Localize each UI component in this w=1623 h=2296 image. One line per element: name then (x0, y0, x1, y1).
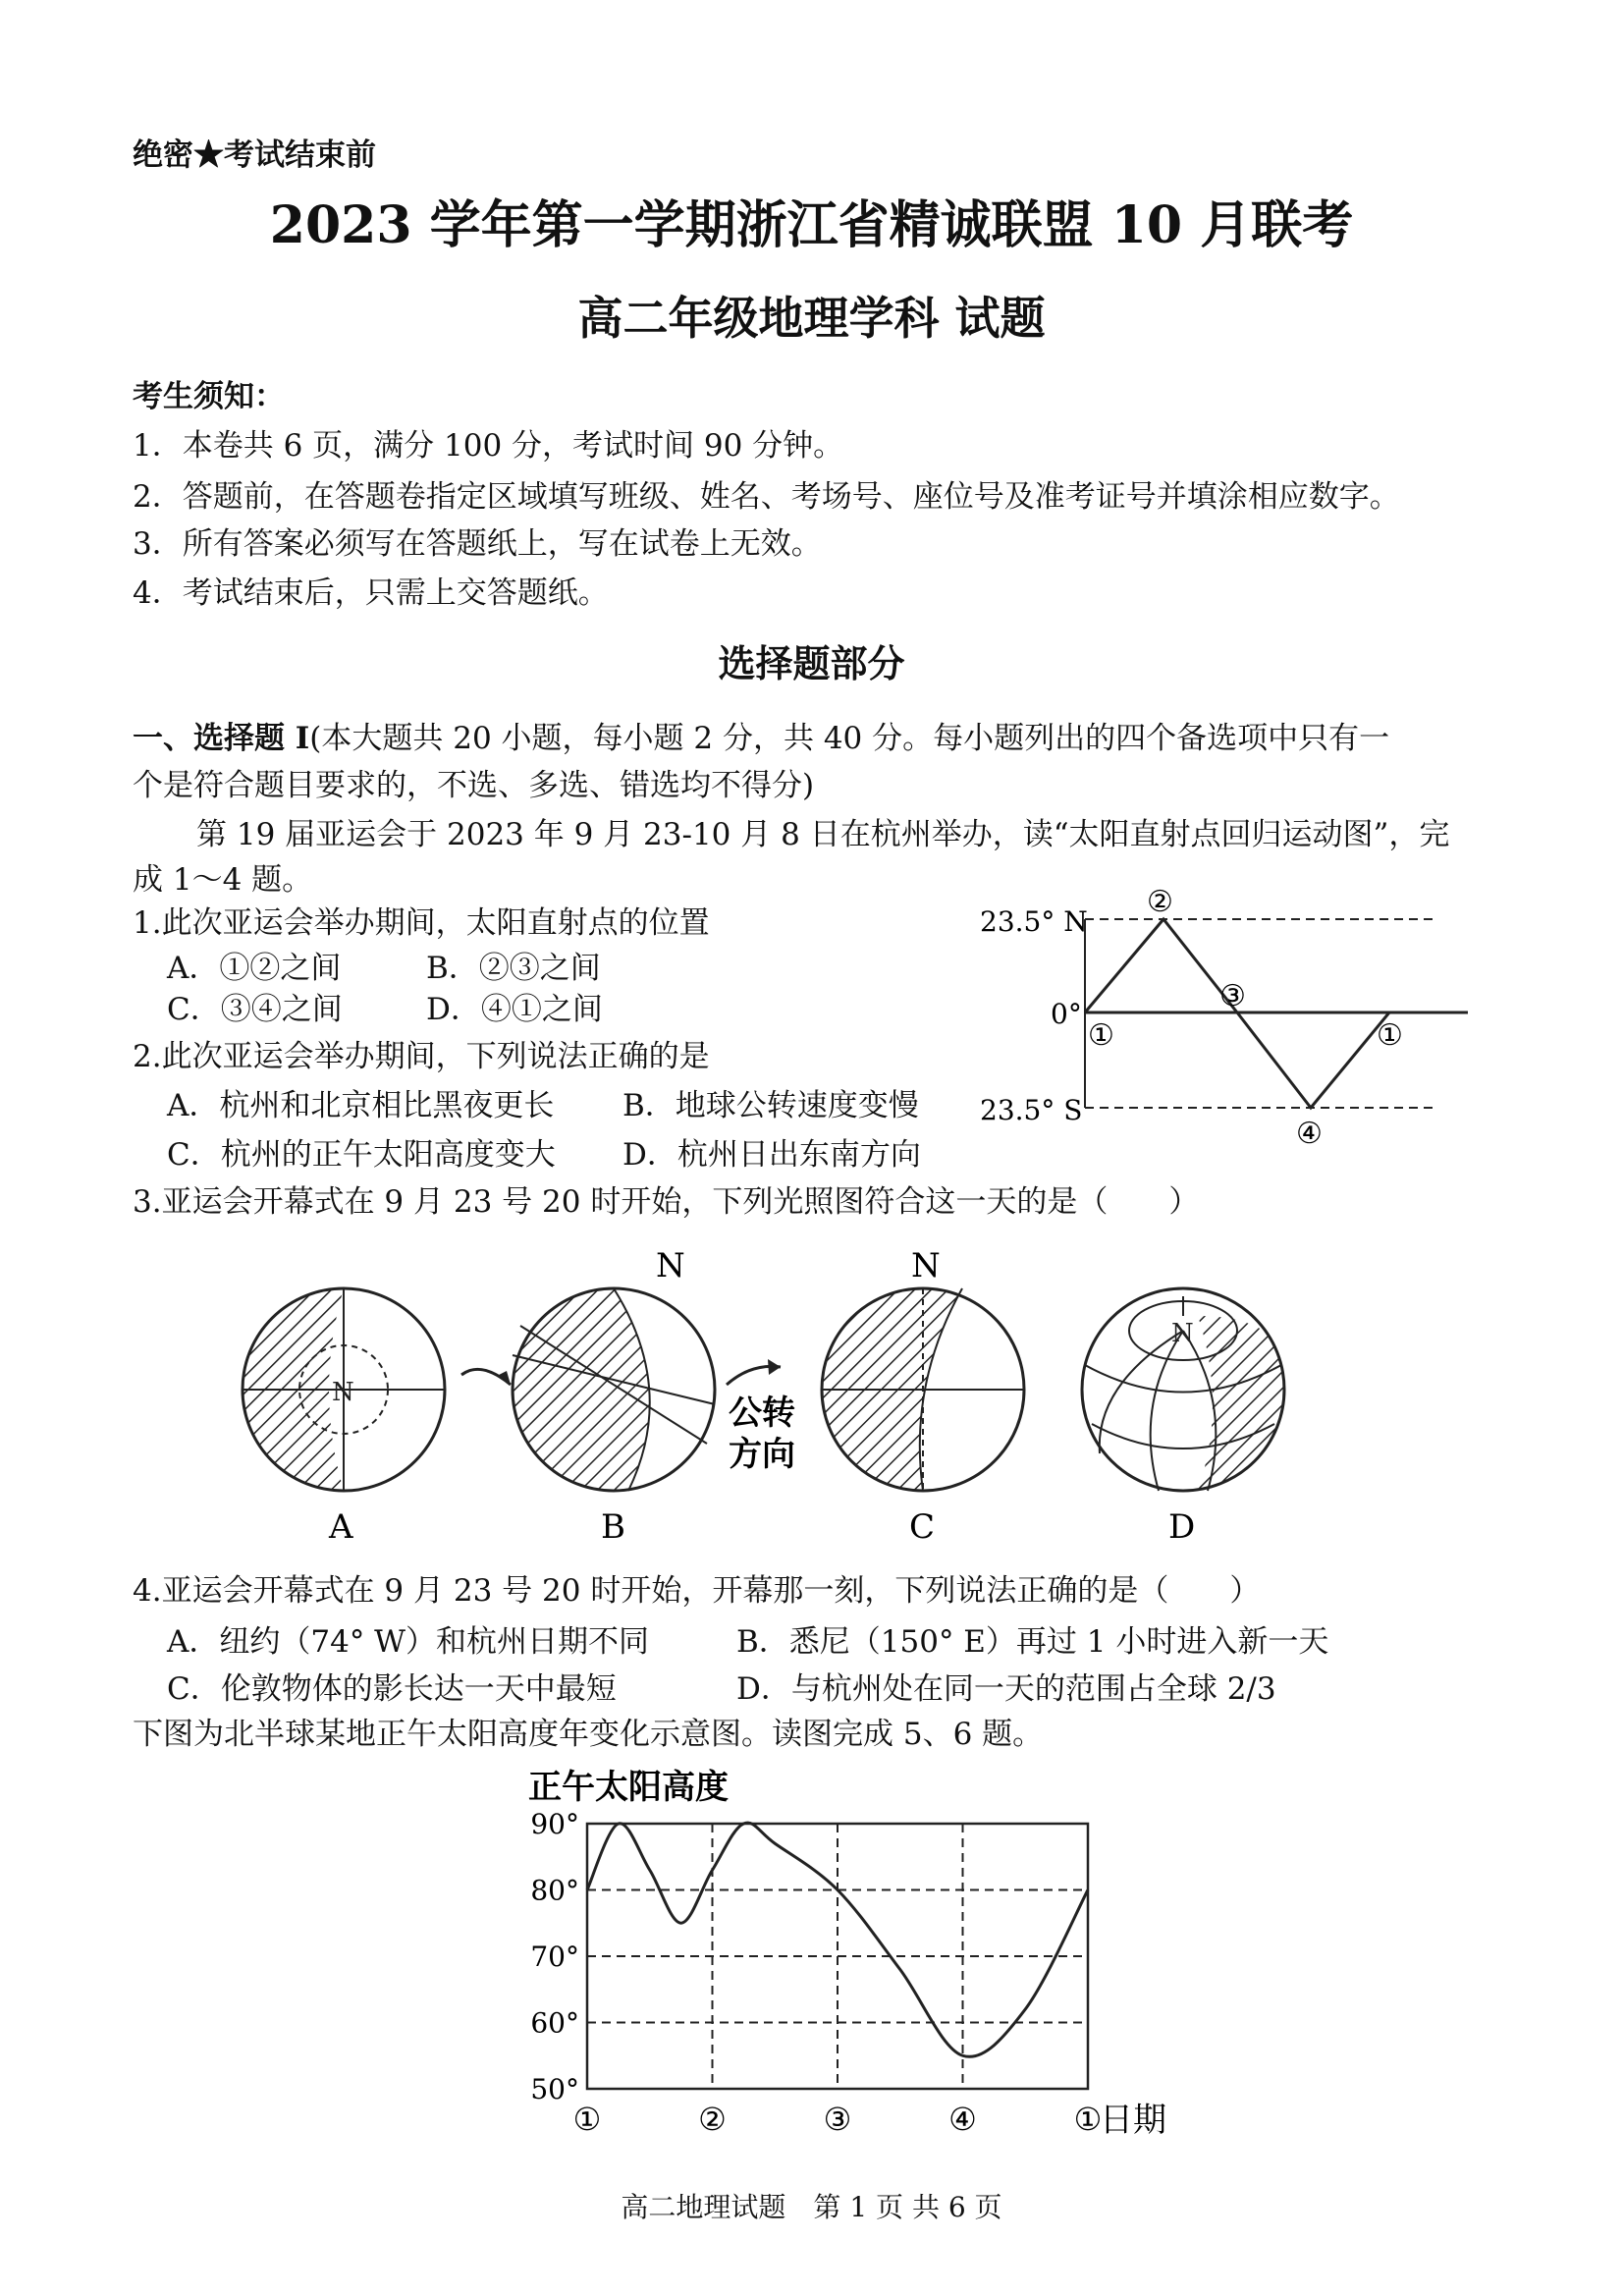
globe-b-label: B (601, 1507, 625, 1547)
notice-item: 1．本卷共 6 页，满分 100 分，考试时间 90 分钟。 (133, 428, 844, 464)
equator-label: 0° (1051, 998, 1082, 1030)
svg-text:N: N (1171, 1319, 1194, 1348)
y-tick-label: 60° (530, 2006, 579, 2040)
north-label: N (656, 1246, 685, 1285)
globe-c (822, 1246, 1024, 1547)
chart-title: 正午太阳高度 (528, 1768, 729, 1807)
globe-d-label: D (1168, 1507, 1196, 1547)
option-b: B．悉尼（150° E）再过 1 小时进入新一天 (736, 1624, 1329, 1660)
illumination-maps (216, 1237, 1296, 1552)
globe-c-label: C (909, 1507, 936, 1547)
point-3: ③ (1219, 979, 1246, 1013)
page-footer: 高二地理试题 第 1 页 共 6 页 (621, 2191, 1002, 2223)
x-tick-label: ③ (823, 2101, 852, 2138)
orbit-direction-text: 公转 (729, 1394, 795, 1433)
point-1: ① (1377, 1018, 1403, 1053)
north-label: N (911, 1246, 941, 1285)
y-tick-label: 90° (530, 1808, 579, 1840)
lat-north-label: 23.5° N (980, 905, 1088, 938)
point-2: ② (1147, 885, 1173, 919)
question-stem: 2.此次亚运会举办期间，下列说法正确的是 (133, 1039, 710, 1074)
passage: 下图为北半球某地正午太阳高度年变化示意图。读图完成 5、6 题。 (133, 1717, 1044, 1752)
sun-direct-point-diagram (972, 880, 1483, 1155)
x-tick-label: ④ (948, 2101, 977, 2138)
svg-text:N: N (332, 1378, 354, 1407)
x-tick-label: ① (1073, 2101, 1103, 2138)
lat-south-label: 23.5° S (980, 1094, 1083, 1126)
globe-d (1082, 1288, 1286, 1547)
option-d: D．④①之间 (426, 992, 603, 1027)
option-a: A．①②之间 (167, 951, 342, 986)
exam-subtitle: 高二年级地理学科 试题 (577, 292, 1046, 345)
notice-item: 2．答题前，在答题卷指定区域填写班级、姓名、考场号、座位号及准考证号并填涂相应数字。 (133, 479, 1400, 515)
confidential-mark: 绝密★考试结束前 (133, 137, 376, 173)
exam-title: 2023 学年第一学期浙江省精诚联盟 10 月联考 (269, 195, 1354, 255)
orbit-direction-text: 方向 (729, 1435, 795, 1474)
point-1: ① (1088, 1018, 1114, 1053)
question-stem: 4.亚运会开幕式在 9 月 23 号 20 时开始，开幕那一刻，下列说法正确的是（ ） (133, 1573, 1261, 1609)
x-tick-label: ① (572, 2101, 602, 2138)
globe-a-label: A (329, 1507, 353, 1547)
option-a: A．纽约（74° W）和杭州日期不同 (167, 1624, 650, 1660)
point-4: ④ (1296, 1117, 1323, 1151)
notice-heading: 考生须知： (133, 379, 285, 414)
x-tick-label: ② (698, 2101, 727, 2138)
part-label: 一、选择题 Ⅰ (133, 721, 310, 756)
part-intro: (本大题共 20 小题，每小题 2 分，共 40 分。每小题列出的四个备选项中只有一 (309, 721, 1390, 756)
option-d: D．杭州日出东南方向 (622, 1137, 921, 1173)
noon-sun-altitude-chart (511, 1763, 1198, 2146)
section-title: 选择题部分 (718, 641, 905, 685)
question-stem: 3.亚运会开幕式在 9 月 23 号 20 时开始，下列光照图符合这一天的是（ ） (133, 1184, 1200, 1220)
option-b: B．地球公转速度变慢 (622, 1088, 919, 1123)
y-tick-label: 50° (530, 2073, 579, 2105)
passage: 第 19 届亚运会于 2023 年 9 月 23-10 月 8 日在杭州举办，读“太阳直射点回归运动图”，完 (196, 817, 1450, 852)
option-d: D．与杭州处在同一天的范围占全球 2/3 (736, 1671, 1276, 1707)
globe-a (243, 1288, 445, 1547)
y-tick-label: 70° (530, 1941, 579, 1973)
part-intro: 个是符合题目要求的，不选、多选、错选均不得分) (133, 768, 815, 803)
option-b: B．②③之间 (426, 951, 601, 986)
option-a: A．杭州和北京相比黑夜更长 (167, 1088, 555, 1123)
question-stem: 1.此次亚运会举办期间，太阳直射点的位置 (133, 905, 710, 941)
notice-item: 4．考试结束后，只需上交答题纸。 (133, 575, 609, 611)
option-c: C．杭州的正午太阳高度变大 (167, 1137, 556, 1173)
globe-b (511, 1246, 717, 1547)
notice-item: 3．所有答案必须写在答题纸上，写在试卷上无效。 (133, 526, 822, 562)
option-c: C．③④之间 (167, 992, 343, 1027)
passage: 成 1～4 题。 (133, 862, 313, 898)
y-tick-label: 80° (530, 1874, 579, 1907)
option-c: C．伦敦物体的影长达一天中最短 (167, 1671, 617, 1707)
x-axis-label: 日期 (1100, 2101, 1166, 2140)
